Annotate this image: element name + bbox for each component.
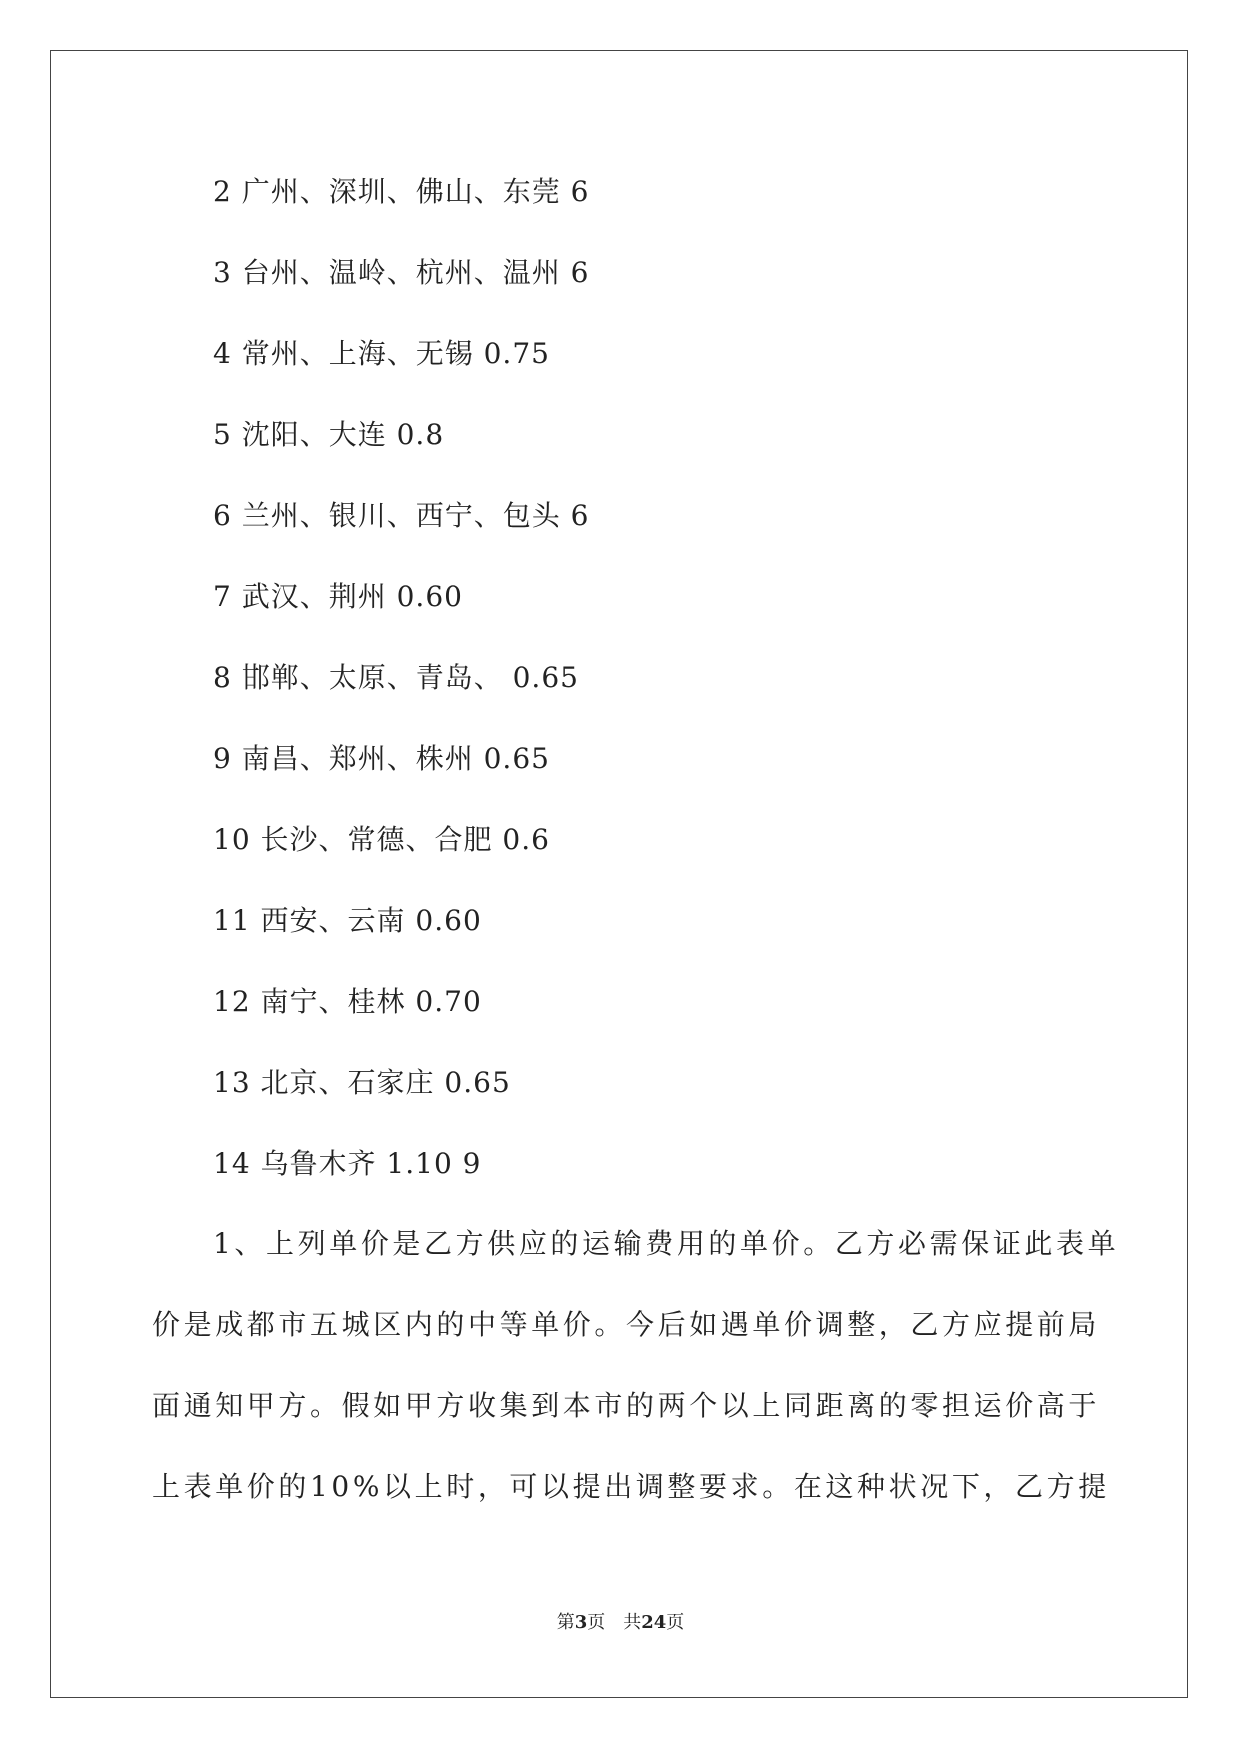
total-page-count: 24: [641, 1612, 667, 1633]
footer-prefix: 第: [556, 1612, 575, 1633]
list-item: 6 兰州、银川、西宁、包头 6: [213, 499, 590, 532]
paragraph-line: 上表单价的10%以上时，可以提出调整要求。在这种状况下，乙方提: [152, 1470, 1110, 1503]
list-item: 5 沈阳、大连 0.8: [213, 418, 445, 451]
list-item: 10 长沙、常德、合肥 0.6: [213, 823, 550, 856]
paragraph-line: 1、上列单价是乙方供应的运输费用的单价。乙方必需保证此表单: [213, 1227, 1120, 1260]
footer-suffix: 页: [666, 1612, 685, 1633]
paragraph-line: 面通知甲方。假如甲方收集到本市的两个以上同距离的零担运价高于: [152, 1389, 1101, 1422]
list-item: 13 北京、石家庄 0.65: [213, 1066, 511, 1099]
page-footer: [0, 1611, 1241, 1635]
list-item: 7 武汉、荆州 0.60: [213, 580, 463, 613]
list-item: 9 南昌、郑州、株州 0.65: [213, 742, 550, 775]
current-page-number: 3: [574, 1612, 588, 1633]
page-frame: [50, 50, 1188, 1698]
paragraph-line: 价是成都市五城区内的中等单价。今后如遇单价调整，乙方应提前局: [152, 1308, 1101, 1341]
footer-mid: 页 共: [587, 1612, 642, 1633]
list-item: 4 常州、上海、无锡 0.75: [213, 337, 550, 370]
list-item: 3 台州、温岭、杭州、温州 6: [213, 256, 590, 289]
list-item: 14 乌鲁木齐 1.10 9: [213, 1147, 482, 1180]
list-item: 2 广州、深圳、佛山、东莞 6: [213, 175, 590, 208]
list-item: 12 南宁、桂林 0.70: [213, 985, 482, 1018]
list-item: 8 邯郸、太原、青岛、 0.65: [213, 661, 579, 694]
list-item: 11 西安、云南 0.60: [213, 904, 482, 937]
